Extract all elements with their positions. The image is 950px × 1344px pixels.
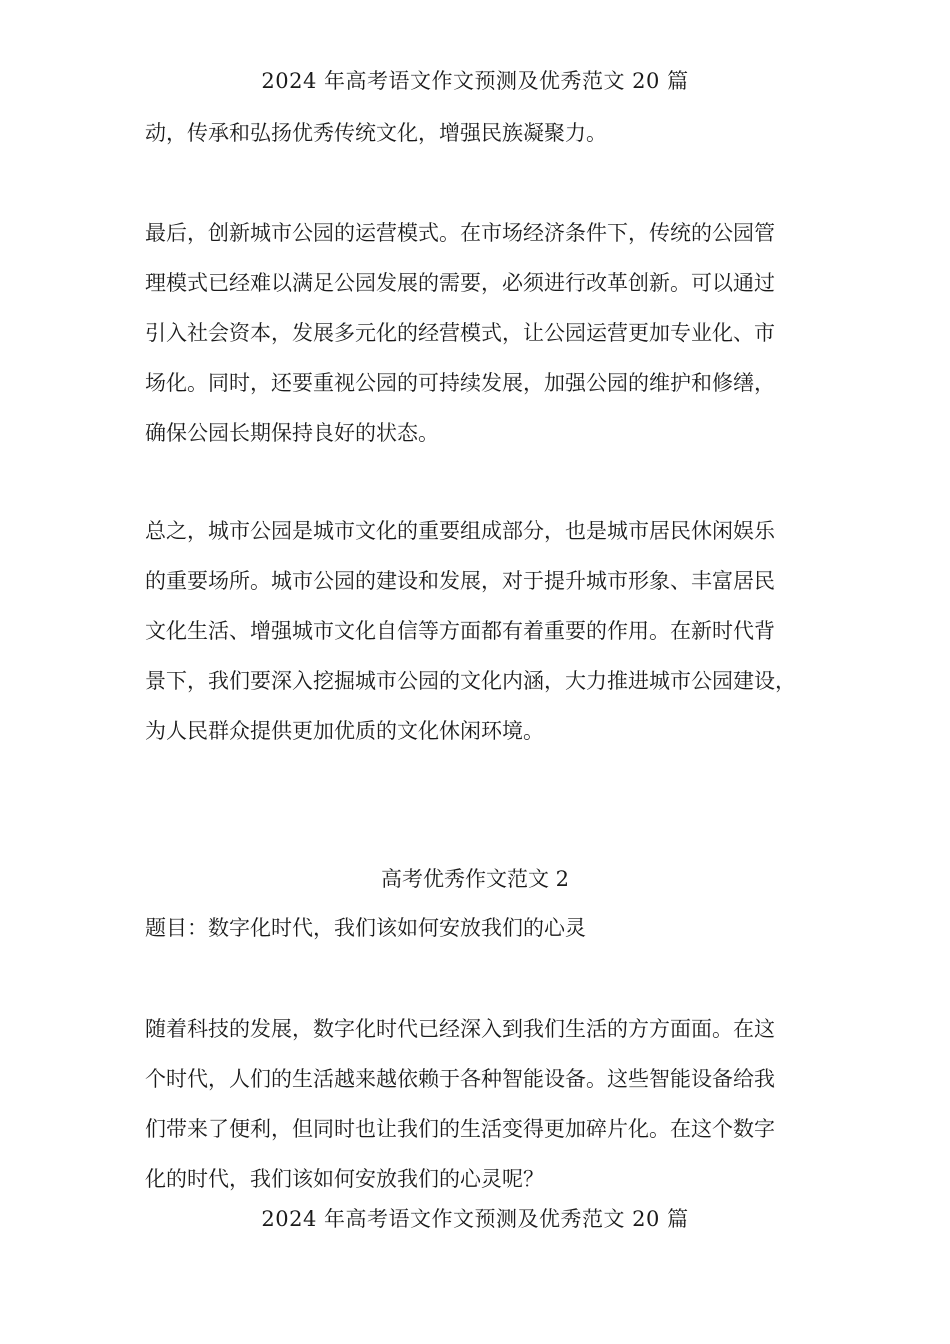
- text-line: 确保公园长期保持良好的状态。: [145, 421, 439, 445]
- section-title: 高考优秀作文范文 2: [380, 867, 570, 891]
- page-footer: 2024 年高考语文作文预测及优秀范文 20 篇: [261, 1207, 689, 1231]
- text-line: 为人民群众提供更加优质的文化休闲环境。: [145, 719, 544, 743]
- essay-topic: 题目：数字化时代，我们该如何安放我们的心灵: [145, 916, 586, 940]
- page-header: 2024 年高考语文作文预测及优秀范文 20 篇: [261, 69, 689, 93]
- text-line: 的重要场所。城市公园的建设和发展，对于提升城市形象、丰富居民: [145, 569, 775, 593]
- text-line: 引入社会资本，发展多元化的经营模式，让公园运营更加专业化、市: [145, 321, 775, 345]
- text-line: 化的时代，我们该如何安放我们的心灵呢？: [145, 1167, 544, 1191]
- text-line: 最后，创新城市公园的运营模式。在市场经济条件下，传统的公园管: [145, 221, 775, 245]
- text-line: 们带来了便利，但同时也让我们的生活变得更加碎片化。在这个数字: [145, 1117, 775, 1141]
- text-line: 场化。同时，还要重视公园的可持续发展，加强公园的维护和修缮，: [145, 371, 775, 395]
- paragraph-continuation: [145, 108, 810, 158]
- text-line: 个时代，人们的生活越来越依赖于各种智能设备。这些智能设备给我: [145, 1067, 775, 1091]
- text-line: 理模式已经难以满足公园发展的需要，必须进行改革创新。可以通过: [145, 271, 775, 295]
- text-line: 文化生活、增强城市文化自信等方面都有着重要的作用。在新时代背: [145, 619, 775, 643]
- paragraph-intro: [145, 1004, 810, 1204]
- text-line: 随着科技的发展，数字化时代已经深入到我们生活的方方面面。在这: [145, 1017, 775, 1041]
- paragraph-operation-model: [145, 208, 810, 458]
- text-line: 总之，城市公园是城市文化的重要组成部分，也是城市居民休闲娱乐: [145, 519, 775, 543]
- text-line: 景下，我们要深入挖掘城市公园的文化内涵，大力推进城市公园建设，: [145, 669, 796, 693]
- text-line: 动，传承和弘扬优秀传统文化，增强民族凝聚力。: [145, 121, 607, 145]
- paragraph-conclusion: [145, 506, 810, 756]
